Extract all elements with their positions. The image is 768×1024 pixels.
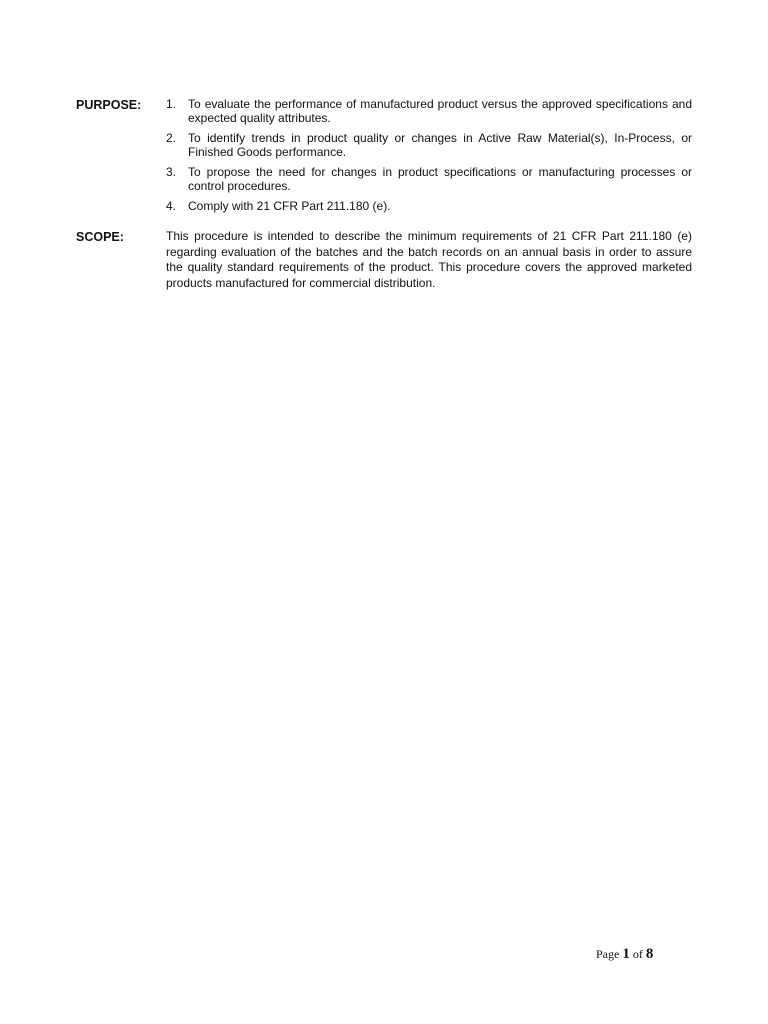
list-item-number: 1. <box>166 97 177 111</box>
list-item-number: 3. <box>166 165 177 179</box>
scope-paragraph: This procedure is intended to describe the minimum requirements of 21 CFR Part 211.180 (e) regarding evaluation of the batches and the batch records on an annual basis in order to assure the quality standard requirements of the product. This procedure covers the approved marketed products manufactured for commercial distribution. <box>166 229 692 290</box>
list-item <box>166 199 692 213</box>
list-item-text: Comply with 21 CFR Part 211.180 (e). <box>188 199 391 213</box>
current-page-number: 1 <box>622 946 630 962</box>
scope-body <box>166 229 692 291</box>
total-pages-number: 8 <box>645 946 654 962</box>
page-word: Page <box>596 947 620 961</box>
list-item-text: To propose the need for changes in product specifications or manufacturing processes or control procedures. <box>188 165 692 193</box>
page-number-footer <box>596 944 653 964</box>
list-item-number: 2. <box>166 131 177 145</box>
of-word: of <box>632 947 643 961</box>
purpose-label: PURPOSE: <box>76 98 142 112</box>
purpose-body <box>166 97 692 219</box>
scope-label: SCOPE: <box>76 230 124 244</box>
purpose-list <box>166 97 692 213</box>
list-item <box>166 131 692 159</box>
list-item <box>166 165 692 193</box>
purpose-section <box>76 97 692 219</box>
scope-section <box>76 229 692 291</box>
list-item-number: 4. <box>166 199 177 213</box>
list-item-text: To identify trends in product quality or changes in Active Raw Material(s), In-Process, or Finished Goods performance. <box>188 131 692 159</box>
list-item <box>166 97 692 125</box>
list-item-text: To evaluate the performance of manufactured product versus the approved specifications and expected quality attributes. <box>188 97 692 125</box>
